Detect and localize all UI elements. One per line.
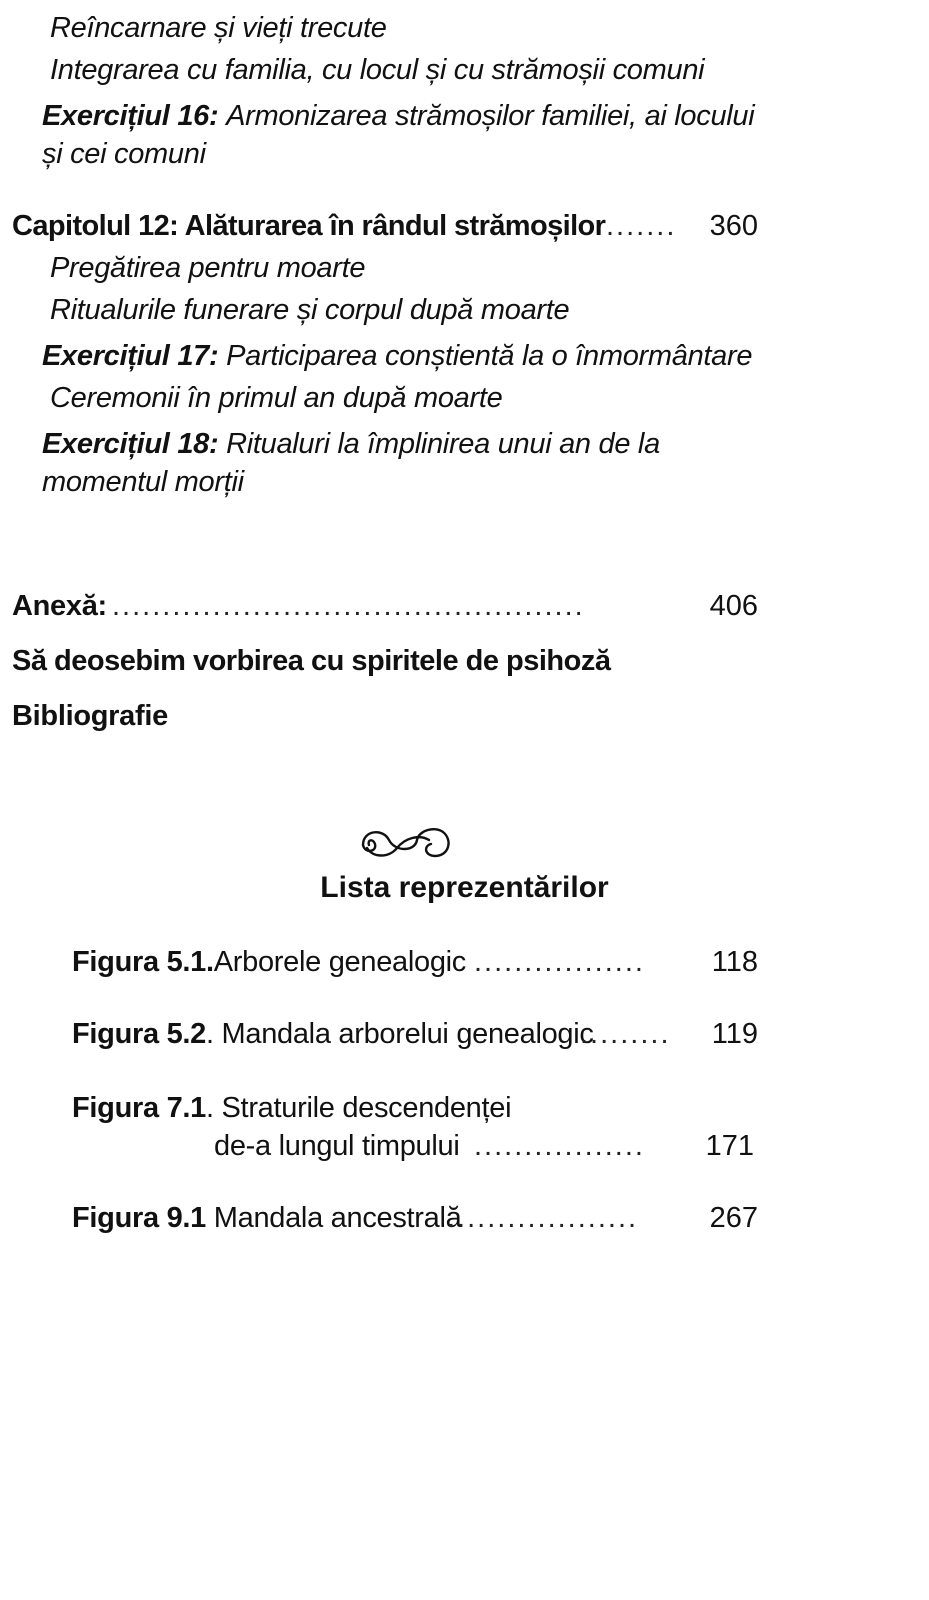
toc-annex-title: Anexă: (12, 590, 107, 622)
toc-exercise-18 (42, 426, 660, 462)
toc-subitem-pregatirea: Pregătirea pentru moarte (50, 252, 366, 284)
figure-5-2-leader: ......... (580, 1018, 671, 1050)
figure-label: Figura 9.1 (72, 1202, 206, 1234)
figure-title: Arborele genealogic (213, 946, 467, 978)
figure-entry-7-1 (72, 1090, 511, 1126)
figure-entry-9-1 (72, 1200, 461, 1236)
toc-chapter-12-leader: ....... (606, 210, 677, 242)
figure-5-1-leader: ................. (474, 946, 645, 978)
figure-entry-5-2 (72, 1016, 594, 1052)
figure-label: Figura 5.1. (72, 946, 214, 978)
figure-entry-5-1 (72, 944, 466, 980)
figures-list-heading: Lista reprezentărilor (320, 871, 609, 904)
toc-subitem-integrarea: Integrarea cu familia, cu locul și cu strămoșii comuni (50, 54, 705, 86)
figure-title: Mandala ancestrală (213, 1202, 462, 1234)
toc-exercise-16-continued: și cei comuni (42, 138, 206, 170)
figure-label: Figura 5.2 (72, 1018, 206, 1050)
toc-chapter-12-title: Capitolul 12: Alăturarea în rândul strămoșilor (12, 210, 606, 242)
toc-annex-leader: ............................................... (112, 590, 585, 622)
toc-chapter-12-page: 360 (709, 210, 758, 242)
figure-5-2-page: 119 (711, 1018, 758, 1050)
toc-subitem-ritualurile: Ritualurile funerare și corpul după moarte (50, 294, 570, 326)
exercise-label: Exercițiul 16: (42, 100, 219, 132)
figure-5-1-page: 118 (711, 946, 758, 978)
toc-annex-item-psihoza: Să deosebim vorbirea cu spiritele de psihoză (12, 645, 611, 677)
toc-subitem-reincarnare: Reîncarnare și vieți trecute (50, 12, 387, 44)
figure-title: . Mandala arborelui genealogic (206, 1018, 594, 1050)
scroll-flourish-icon (359, 818, 457, 868)
figure-9-1-leader: ................... (447, 1202, 639, 1234)
exercise-text: Armonizarea strămoșilor familiei, ai locului (226, 100, 755, 132)
toc-exercise-16 (42, 98, 754, 134)
toc-annex-item-bibliografie: Bibliografie (12, 700, 168, 732)
exercise-label: Exercițiul 17: (42, 340, 219, 372)
figure-title: . Straturile descendenței (206, 1092, 512, 1124)
figure-7-1-page: 171 (705, 1130, 754, 1162)
exercise-text: Ritualuri la împlinirea unui an de la (226, 428, 660, 460)
figure-entry-7-1-continued: de-a lungul timpului (214, 1130, 460, 1162)
toc-exercise-17 (42, 338, 752, 374)
figure-7-1-leader: ................. (474, 1130, 645, 1162)
exercise-label: Exercițiul 18: (42, 428, 219, 460)
exercise-text: Participarea conștientă la o înmormântare (226, 340, 753, 372)
toc-subitem-ceremonii: Ceremonii în primul an după moarte (50, 382, 503, 414)
figure-label: Figura 7.1 (72, 1092, 206, 1124)
toc-exercise-18-continued: momentul morții (42, 466, 244, 498)
figure-9-1-page: 267 (709, 1202, 758, 1234)
toc-annex-page: 406 (709, 590, 758, 622)
